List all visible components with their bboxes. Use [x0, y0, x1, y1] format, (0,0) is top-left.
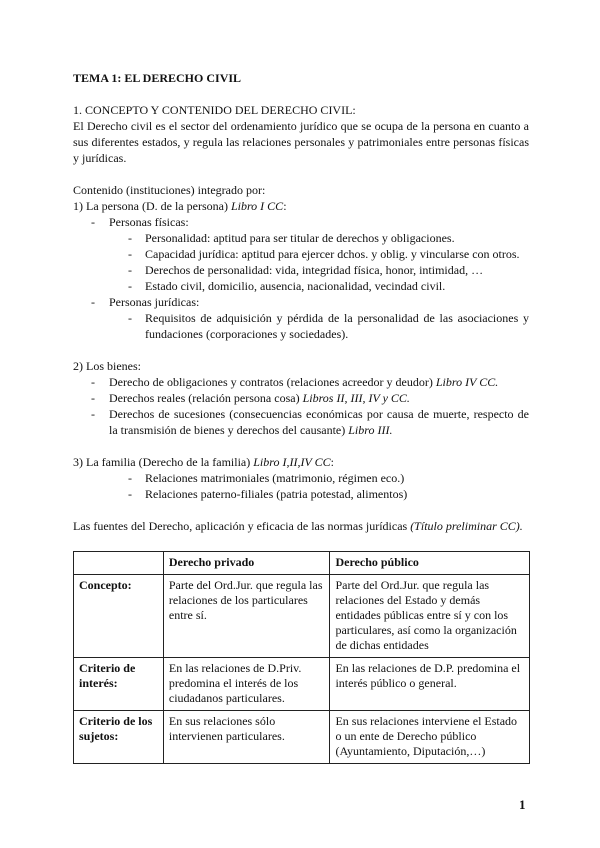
list-item: - Personalidad: aptitud para ser titular de derechos y obligaciones. [128, 231, 455, 245]
page-number: 1 [519, 797, 526, 812]
list-item: - Derechos de personalidad: vida, integridad física, honor, intimidad, … [128, 263, 484, 277]
table-cell: En sus relaciones sólo intervienen particulares. [163, 711, 330, 764]
table-row [74, 575, 530, 658]
table-header-row [74, 552, 530, 575]
list-item: - Capacidad jurídica: aptitud para ejercer dchos. y oblig. y vincularse con otros. [128, 247, 520, 261]
list-item: - Derecho de obligaciones y contratos (relaciones acreedor y deudor) Libro IV CC. [91, 375, 499, 389]
table-cell: Parte del Ord.Jur. que regula las relaciones del Estado y demás entidades públicas entre sí y con los particulares, así como la organización de dichas entidades [330, 575, 530, 658]
persona-heading: 1) La persona (D. de la persona) Libro I CC: [73, 199, 287, 213]
list-item: - Estado civil, domicilio, ausencia, nacionalidad, vecindad civil. [128, 279, 446, 293]
row-label: Criterio de interés: [74, 658, 164, 711]
familia-heading: 3) La familia (Derecho de la familia) Libro I,II,IV CC: [73, 455, 334, 469]
table-header-cell: Derecho público [330, 552, 530, 575]
table-cell: En sus relaciones interviene el Estado o un ente de Derecho público (Ayuntamiento, Diputación,…) [330, 711, 530, 764]
table-header-cell [74, 552, 164, 575]
list-item: - Requisitos de adquisición y pérdida de la personalidad de las asociaciones y fundaciones (corporaciones y sociedades). [128, 311, 529, 341]
document-title: TEMA 1: EL DERECHO CIVIL [73, 71, 242, 85]
list-item: - Derechos reales (relación persona cosa) Libros II, III, IV y CC. [91, 391, 410, 405]
row-label: Criterio de los sujetos: [74, 711, 164, 764]
document-page [73, 70, 529, 534]
bienes-heading: 2) Los bienes: [73, 359, 141, 373]
comparison-table [73, 551, 530, 764]
definition-paragraph: El Derecho civil es el sector del ordenamiento jurídico que se ocupa de la persona en cuanto a sus diferentes estados, y regula las relaciones personales y patrimoniales entre personas físicas y jurídicas. [73, 119, 529, 165]
fuentes-line: Las fuentes del Derecho, aplicación y eficacia de las normas jurídicas (Título preliminar CC). [73, 519, 523, 533]
list-item: - Derechos de sucesiones (consecuencias económicas por causa de muerte, respecto de la transmisión de bienes y derechos del causante) Libro III. [91, 407, 529, 437]
table-cell: En las relaciones de D.Priv. predomina el interés de los ciudadanos particulares. [163, 658, 330, 711]
table-cell: Parte del Ord.Jur. que regula las relaciones de los particulares entre sí. [163, 575, 330, 658]
list-item: - Personas jurídicas: [91, 295, 200, 309]
row-label: Concepto: [74, 575, 164, 658]
table-row [74, 658, 530, 711]
contenido-intro: Contenido (instituciones) integrado por: [73, 183, 266, 197]
list-item: - Personas físicas: [91, 215, 189, 229]
table-cell: En las relaciones de D.P. predomina el interés público o general. [330, 658, 530, 711]
list-item: - Relaciones matrimoniales (matrimonio, régimen eco.) [128, 471, 405, 485]
section-heading: 1. CONCEPTO Y CONTENIDO DEL DERECHO CIVIL: [73, 103, 356, 117]
table-row [74, 711, 530, 764]
list-item: - Relaciones paterno-filiales (patria potestad, alimentos) [128, 487, 408, 501]
table-header-cell: Derecho privado [163, 552, 330, 575]
